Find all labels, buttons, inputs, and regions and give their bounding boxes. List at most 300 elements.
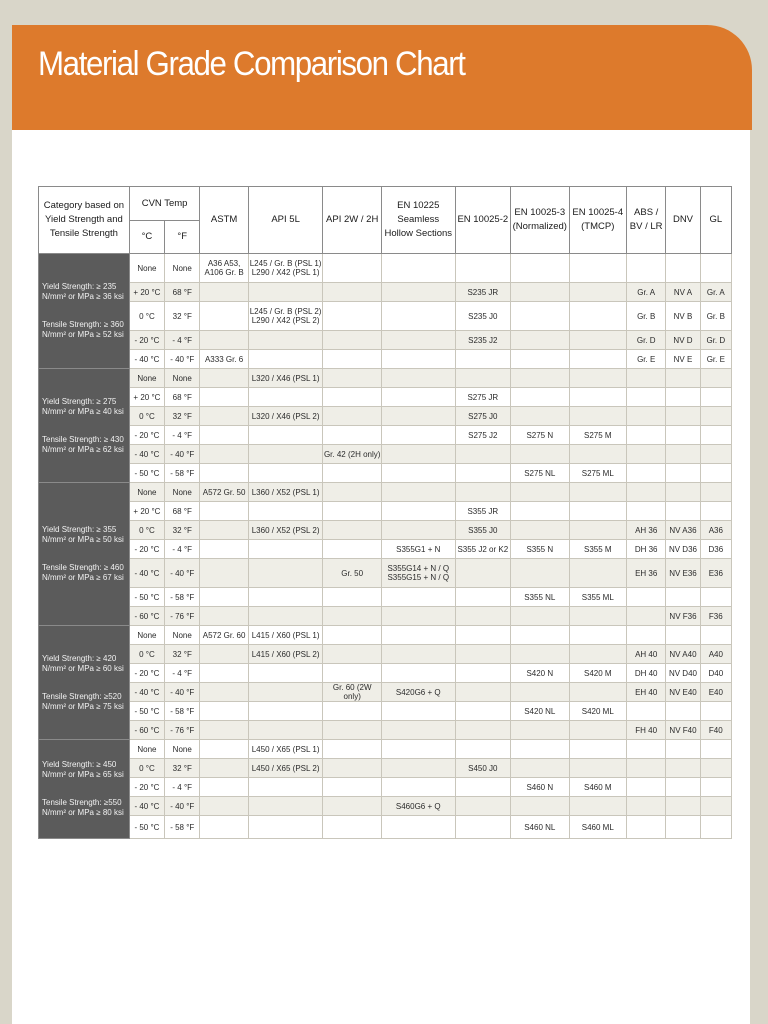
yield-strength: Yield Strength: ≥ 355 N/mm² or MPa ≥ 50 ksi	[42, 525, 124, 544]
cell-en-10025-2	[455, 778, 510, 797]
cell-en-10225: S420G6 + Q	[381, 683, 455, 702]
cell-en-10025-4	[569, 797, 626, 816]
cell-en-10025-2	[455, 607, 510, 626]
cell-api-2w	[323, 369, 382, 388]
cell-en-10025-4	[569, 407, 626, 426]
table-row	[39, 797, 732, 816]
cell-api-5l: L450 / X65 (PSL 1)	[248, 740, 323, 759]
cell-en-10025-3: S355 NL	[511, 588, 570, 607]
cell-en-10025-4	[569, 721, 626, 740]
cell-en-10025-4	[569, 445, 626, 464]
cell-api-5l: L245 / Gr. B (PSL 2) L290 / X42 (PSL 2)	[248, 302, 323, 331]
cell-dnv: NV A	[666, 283, 700, 302]
cell-cvn-fahrenheit: 68 °F	[165, 388, 200, 407]
cell-cvn-celsius: - 40 °C	[129, 350, 164, 369]
cell-en-10225	[381, 607, 455, 626]
table-row	[39, 740, 732, 759]
cell-en-10025-4	[569, 559, 626, 588]
cell-en-10025-4	[569, 369, 626, 388]
cell-abs-bv-lr	[627, 502, 666, 521]
cell-api-5l	[248, 721, 323, 740]
cell-cvn-celsius: + 20 °C	[129, 502, 164, 521]
header-category: Category based on Yield Strength and Tensile Strength	[39, 187, 130, 254]
cell-cvn-fahrenheit: 32 °F	[165, 407, 200, 426]
table-row	[39, 369, 732, 388]
cell-en-10025-4: S420 ML	[569, 702, 626, 721]
cell-cvn-fahrenheit: - 4 °F	[165, 331, 200, 350]
cell-en-10025-3	[511, 645, 570, 664]
cell-cvn-celsius: None	[129, 740, 164, 759]
cell-api-5l	[248, 283, 323, 302]
cell-gl: A36	[700, 521, 731, 540]
cell-api-5l	[248, 540, 323, 559]
strength-category	[39, 254, 130, 369]
cell-abs-bv-lr: Gr. D	[627, 331, 666, 350]
table-row	[39, 521, 732, 540]
cell-dnv	[666, 388, 700, 407]
cell-dnv	[666, 426, 700, 445]
page-title: Material Grade Comparison Chart	[38, 45, 465, 83]
cell-en-10025-4	[569, 302, 626, 331]
yield-strength: Yield Strength: ≥ 235 N/mm² or MPa ≥ 36 ksi	[42, 282, 124, 301]
cell-api-2w	[323, 254, 382, 283]
cell-dnv	[666, 797, 700, 816]
cell-en-10025-3	[511, 626, 570, 645]
cell-dnv: NV D40	[666, 664, 700, 683]
cell-dnv	[666, 588, 700, 607]
cell-en-10025-4: S355 M	[569, 540, 626, 559]
cell-en-10025-2	[455, 797, 510, 816]
cell-en-10025-3	[511, 502, 570, 521]
cell-en-10225	[381, 645, 455, 664]
cell-dnv: NV F36	[666, 607, 700, 626]
cell-en-10025-2: S235 J2	[455, 331, 510, 350]
cell-dnv	[666, 778, 700, 797]
cell-astm	[200, 426, 248, 445]
cell-en-10225	[381, 331, 455, 350]
cell-en-10025-4	[569, 502, 626, 521]
cell-en-10025-4: S355 ML	[569, 588, 626, 607]
cell-cvn-celsius: - 50 °C	[129, 816, 164, 839]
cell-api-2w	[323, 645, 382, 664]
cell-astm	[200, 521, 248, 540]
cell-astm	[200, 445, 248, 464]
cell-en-10225	[381, 721, 455, 740]
cell-en-10025-2: S235 J0	[455, 302, 510, 331]
cell-dnv	[666, 702, 700, 721]
cell-en-10025-2	[455, 740, 510, 759]
cell-api-2w	[323, 702, 382, 721]
cell-api-2w	[323, 331, 382, 350]
cell-api-2w	[323, 816, 382, 839]
cell-cvn-celsius: - 40 °C	[129, 445, 164, 464]
cell-api-2w	[323, 588, 382, 607]
cell-en-10225: S460G6 + Q	[381, 797, 455, 816]
cell-en-10025-4	[569, 521, 626, 540]
cell-astm	[200, 721, 248, 740]
cell-gl: D36	[700, 540, 731, 559]
tensile-strength: Tensile Strength: ≥ 360 N/mm² or MPa ≥ 52 ksi	[42, 320, 124, 339]
yield-strength: Yield Strength: ≥ 420 N/mm² or MPa ≥ 60 ksi	[42, 653, 124, 673]
cell-api-5l	[248, 388, 323, 407]
strength-category	[39, 740, 130, 839]
cell-api-2w	[323, 283, 382, 302]
cell-cvn-fahrenheit: - 40 °F	[165, 683, 200, 702]
cell-abs-bv-lr	[627, 702, 666, 721]
cell-gl	[700, 502, 731, 521]
table-row	[39, 626, 732, 645]
cell-en-10225	[381, 502, 455, 521]
cell-en-10025-4	[569, 483, 626, 502]
cell-en-10225	[381, 254, 455, 283]
table-row	[39, 683, 732, 702]
tensile-strength: Tensile Strength: ≥550 N/mm² or MPa ≥ 80 ksi	[42, 798, 124, 817]
cell-en-10025-2: S450 J0	[455, 759, 510, 778]
cell-gl	[700, 388, 731, 407]
cell-en-10025-4: S275 ML	[569, 464, 626, 483]
cell-cvn-fahrenheit: 32 °F	[165, 759, 200, 778]
cell-en-10225: S355G1 + N	[381, 540, 455, 559]
header-gl: GL	[700, 187, 731, 254]
cell-astm	[200, 502, 248, 521]
cell-astm	[200, 607, 248, 626]
header-en-10025-2: EN 10025-2	[455, 187, 510, 254]
cell-en-10225	[381, 588, 455, 607]
cell-gl: Gr. B	[700, 302, 731, 331]
cell-api-2w	[323, 664, 382, 683]
cell-cvn-fahrenheit: 68 °F	[165, 283, 200, 302]
cell-api-2w	[323, 759, 382, 778]
table-row	[39, 254, 732, 283]
cell-astm	[200, 797, 248, 816]
cell-astm: A572 Gr. 60	[200, 626, 248, 645]
cell-dnv: NV B	[666, 302, 700, 331]
cell-api-5l: L320 / X46 (PSL 2)	[248, 407, 323, 426]
cell-cvn-celsius: None	[129, 626, 164, 645]
cell-api-5l: L245 / Gr. B (PSL 1) L290 / X42 (PSL 1)	[248, 254, 323, 283]
cell-gl: Gr. D	[700, 331, 731, 350]
cell-en-10025-3	[511, 254, 570, 283]
cell-cvn-fahrenheit: 32 °F	[165, 645, 200, 664]
cell-dnv	[666, 464, 700, 483]
cell-en-10025-3	[511, 331, 570, 350]
cell-cvn-celsius: None	[129, 369, 164, 388]
cell-gl	[700, 626, 731, 645]
table-row	[39, 702, 732, 721]
cell-cvn-celsius: - 60 °C	[129, 721, 164, 740]
cell-en-10025-2: S275 J0	[455, 407, 510, 426]
cell-en-10225	[381, 778, 455, 797]
cell-api-5l	[248, 426, 323, 445]
cell-en-10025-3: S275 NL	[511, 464, 570, 483]
cell-en-10025-4: S420 M	[569, 664, 626, 683]
cell-cvn-celsius: None	[129, 254, 164, 283]
cell-en-10225	[381, 759, 455, 778]
cell-gl	[700, 588, 731, 607]
cell-astm	[200, 407, 248, 426]
table-row	[39, 302, 732, 331]
cell-api-2w	[323, 464, 382, 483]
cell-en-10225	[381, 464, 455, 483]
cell-api-2w	[323, 388, 382, 407]
yield-strength: Yield Strength: ≥ 450 N/mm² or MPa ≥ 65 ksi	[42, 760, 124, 779]
left-margin	[0, 0, 12, 1024]
cell-api-2w	[323, 626, 382, 645]
cell-dnv	[666, 626, 700, 645]
cell-cvn-celsius: + 20 °C	[129, 283, 164, 302]
cell-en-10025-2	[455, 702, 510, 721]
cell-abs-bv-lr	[627, 369, 666, 388]
cell-gl: F36	[700, 607, 731, 626]
cell-api-2w: Gr. 60 (2W only)	[323, 683, 382, 702]
cell-cvn-celsius: 0 °C	[129, 521, 164, 540]
table-row	[39, 540, 732, 559]
cell-api-2w: Gr. 42 (2H only)	[323, 445, 382, 464]
cell-gl: D40	[700, 664, 731, 683]
cell-gl	[700, 816, 731, 839]
cell-en-10025-3: S355 N	[511, 540, 570, 559]
header-fahrenheit: °F	[165, 221, 200, 254]
cell-en-10025-2: S275 J2	[455, 426, 510, 445]
cell-api-5l	[248, 664, 323, 683]
cell-dnv: NV F40	[666, 721, 700, 740]
cell-api-2w	[323, 721, 382, 740]
cell-abs-bv-lr	[627, 607, 666, 626]
cell-astm	[200, 464, 248, 483]
cell-gl	[700, 407, 731, 426]
cell-cvn-fahrenheit: None	[165, 626, 200, 645]
cell-dnv: NV D36	[666, 540, 700, 559]
cell-cvn-celsius: 0 °C	[129, 302, 164, 331]
header-celsius: °C	[129, 221, 164, 254]
cell-en-10025-2	[455, 816, 510, 839]
cell-api-2w	[323, 607, 382, 626]
cell-dnv	[666, 740, 700, 759]
cell-api-5l	[248, 559, 323, 588]
cell-astm	[200, 588, 248, 607]
cell-api-5l: L415 / X60 (PSL 1)	[248, 626, 323, 645]
cell-cvn-celsius: - 50 °C	[129, 464, 164, 483]
cell-en-10025-2	[455, 588, 510, 607]
cell-dnv	[666, 759, 700, 778]
cell-abs-bv-lr: Gr. A	[627, 283, 666, 302]
cell-astm	[200, 369, 248, 388]
cell-api-5l	[248, 445, 323, 464]
cell-abs-bv-lr: DH 36	[627, 540, 666, 559]
table-row	[39, 778, 732, 797]
cell-api-5l	[248, 464, 323, 483]
cell-en-10025-4: S460 M	[569, 778, 626, 797]
cell-cvn-celsius: - 20 °C	[129, 778, 164, 797]
cell-api-2w: Gr. 50	[323, 559, 382, 588]
table-row	[39, 331, 732, 350]
cell-abs-bv-lr	[627, 483, 666, 502]
cell-en-10025-3	[511, 559, 570, 588]
cell-en-10025-2: S275 JR	[455, 388, 510, 407]
cell-api-2w	[323, 521, 382, 540]
cell-en-10025-2: S355 J2 or K2	[455, 540, 510, 559]
cell-api-5l	[248, 588, 323, 607]
cell-en-10025-3: S420 N	[511, 664, 570, 683]
table-row	[39, 407, 732, 426]
cell-dnv	[666, 816, 700, 839]
cell-en-10025-3	[511, 350, 570, 369]
cell-cvn-fahrenheit: - 58 °F	[165, 702, 200, 721]
cell-abs-bv-lr: EH 40	[627, 683, 666, 702]
cell-cvn-celsius: - 20 °C	[129, 540, 164, 559]
cell-en-10025-2: S355 J0	[455, 521, 510, 540]
cell-astm: A572 Gr. 50	[200, 483, 248, 502]
cell-en-10025-3	[511, 721, 570, 740]
cell-api-5l: L415 / X60 (PSL 2)	[248, 645, 323, 664]
cell-en-10225	[381, 302, 455, 331]
cell-astm	[200, 559, 248, 588]
cell-gl	[700, 778, 731, 797]
cell-gl: A40	[700, 645, 731, 664]
cell-cvn-celsius: None	[129, 483, 164, 502]
table-row	[39, 816, 732, 839]
cell-gl	[700, 740, 731, 759]
cell-en-10025-4	[569, 759, 626, 778]
table-row	[39, 426, 732, 445]
cell-gl: Gr. A	[700, 283, 731, 302]
cell-cvn-celsius: - 20 °C	[129, 426, 164, 445]
cell-abs-bv-lr: EH 36	[627, 559, 666, 588]
cell-astm	[200, 778, 248, 797]
cell-en-10025-2	[455, 559, 510, 588]
cell-gl: E36	[700, 559, 731, 588]
cell-en-10025-3	[511, 797, 570, 816]
cell-dnv: NV A40	[666, 645, 700, 664]
cell-api-5l	[248, 797, 323, 816]
cell-abs-bv-lr	[627, 388, 666, 407]
cell-cvn-fahrenheit: - 4 °F	[165, 778, 200, 797]
cell-en-10025-2	[455, 664, 510, 683]
cell-en-10025-2	[455, 645, 510, 664]
cell-dnv	[666, 483, 700, 502]
cell-api-5l	[248, 331, 323, 350]
cell-en-10025-3	[511, 302, 570, 331]
cell-abs-bv-lr: Gr. B	[627, 302, 666, 331]
cell-en-10025-2: S355 JR	[455, 502, 510, 521]
header-dnv: DNV	[666, 187, 700, 254]
cell-cvn-celsius: - 40 °C	[129, 683, 164, 702]
cell-api-5l: L360 / X52 (PSL 2)	[248, 521, 323, 540]
cell-en-10225	[381, 369, 455, 388]
cell-api-5l: L360 / X52 (PSL 1)	[248, 483, 323, 502]
cell-cvn-celsius: 0 °C	[129, 759, 164, 778]
cell-dnv: NV E36	[666, 559, 700, 588]
cell-cvn-fahrenheit: None	[165, 369, 200, 388]
cell-gl	[700, 369, 731, 388]
header-cvn-temp: CVN Temp	[129, 187, 200, 221]
cell-abs-bv-lr: AH 40	[627, 645, 666, 664]
cell-en-10025-2	[455, 369, 510, 388]
header-en-10025-3: EN 10025-3 (Normalized)	[511, 187, 570, 254]
grade-comparison-table	[38, 186, 732, 839]
cell-cvn-fahrenheit: - 58 °F	[165, 816, 200, 839]
cell-cvn-fahrenheit: 32 °F	[165, 302, 200, 331]
cell-en-10025-3	[511, 369, 570, 388]
table-row	[39, 483, 732, 502]
cell-en-10025-4	[569, 626, 626, 645]
cell-abs-bv-lr	[627, 588, 666, 607]
cell-en-10025-2: S235 JR	[455, 283, 510, 302]
header-en-10225: EN 10225 Seamless Hollow Sections	[381, 187, 455, 254]
strength-group	[39, 483, 732, 626]
cell-abs-bv-lr	[627, 254, 666, 283]
cell-en-10025-3	[511, 759, 570, 778]
cell-abs-bv-lr	[627, 740, 666, 759]
cell-en-10225	[381, 388, 455, 407]
strength-group	[39, 254, 732, 369]
cell-en-10025-4	[569, 645, 626, 664]
cell-astm	[200, 540, 248, 559]
table-row	[39, 283, 732, 302]
strength-category	[39, 483, 130, 626]
cell-cvn-celsius: - 20 °C	[129, 331, 164, 350]
cell-en-10225	[381, 407, 455, 426]
header-en-10025-4: EN 10025-4 (TMCP)	[569, 187, 626, 254]
cell-api-5l	[248, 683, 323, 702]
cell-en-10025-3	[511, 740, 570, 759]
cell-en-10025-4: S460 ML	[569, 816, 626, 839]
strength-group	[39, 369, 732, 483]
cell-en-10025-3	[511, 388, 570, 407]
cell-en-10025-2	[455, 683, 510, 702]
cell-en-10225	[381, 483, 455, 502]
yield-strength: Yield Strength: ≥ 275 N/mm² or MPa ≥ 40 ksi	[42, 396, 124, 416]
table-row	[39, 607, 732, 626]
cell-cvn-fahrenheit: - 4 °F	[165, 540, 200, 559]
cell-api-2w	[323, 407, 382, 426]
header-api-5l: API 5L	[248, 187, 323, 254]
strength-group	[39, 626, 732, 740]
cell-abs-bv-lr	[627, 445, 666, 464]
table-row	[39, 445, 732, 464]
right-margin	[750, 0, 768, 1024]
cell-gl: F40	[700, 721, 731, 740]
cell-gl	[700, 759, 731, 778]
strength-category	[39, 369, 130, 483]
cell-cvn-celsius: - 50 °C	[129, 588, 164, 607]
cell-en-10025-4: S275 M	[569, 426, 626, 445]
cell-dnv: NV E	[666, 350, 700, 369]
cell-api-5l	[248, 607, 323, 626]
cell-abs-bv-lr	[627, 816, 666, 839]
cell-gl	[700, 426, 731, 445]
cell-cvn-celsius: + 20 °C	[129, 388, 164, 407]
cell-en-10025-2	[455, 445, 510, 464]
cell-en-10025-2	[455, 483, 510, 502]
cell-abs-bv-lr: FH 40	[627, 721, 666, 740]
cell-gl	[700, 445, 731, 464]
cell-cvn-fahrenheit: - 40 °F	[165, 445, 200, 464]
table-row	[39, 645, 732, 664]
cell-astm	[200, 740, 248, 759]
cell-api-5l	[248, 350, 323, 369]
cell-api-5l: L320 / X46 (PSL 1)	[248, 369, 323, 388]
cell-cvn-fahrenheit: None	[165, 483, 200, 502]
cell-abs-bv-lr: Gr. E	[627, 350, 666, 369]
cell-en-10025-3	[511, 607, 570, 626]
cell-astm: A333 Gr. 6	[200, 350, 248, 369]
cell-cvn-fahrenheit: - 4 °F	[165, 426, 200, 445]
cell-cvn-fahrenheit: - 40 °F	[165, 350, 200, 369]
table-row	[39, 559, 732, 588]
strength-group	[39, 740, 732, 839]
cell-api-2w	[323, 540, 382, 559]
